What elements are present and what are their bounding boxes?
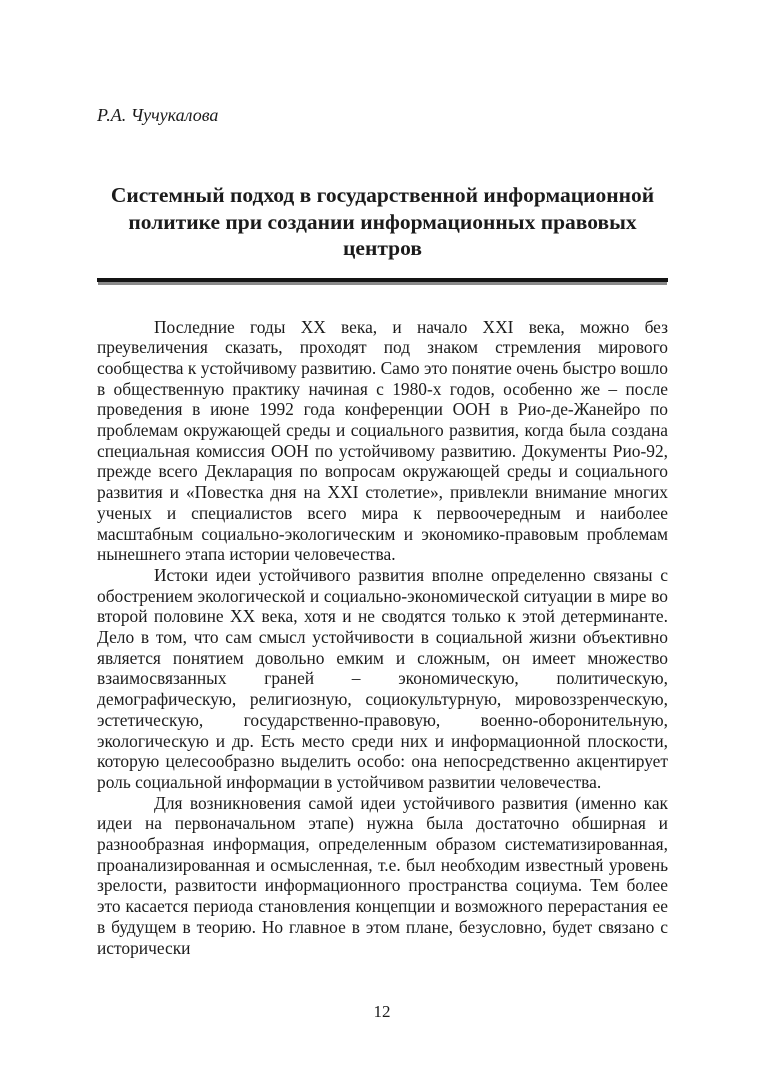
- title-divider-rule: [97, 278, 668, 285]
- body-paragraph-3: Для возникновения самой идеи устойчивого развития (именно как идеи на первоначальном этапе) нужна была достаточно обширная и разнообразная информация, определенным образом систематизированная, проанализированная и осмысленная, т.е. был необходим известный уровень зрелости, развитости информационного пространства социума. Тем более это касается периода становления концепции и возможного перерастания ее в будущем в теорию. Но главное в этом плане, безусловно, будет связано с исторически: [97, 792, 668, 958]
- rule-shadow: [98, 282, 667, 285]
- body-paragraph-1: Последние годы XX века, и начало XXI века, можно без преувеличения сказать, проходят под знаком стремления мирового сообщества к устойчивому развитию. Само это понятие очень быстро вошло в общественную практику начиная с 1980-х годов, особенно же – после проведения в июне 1992 года конференции ООН в Рио-де-Жанейро по проблемам окружающей среды и социального развития, когда была создана специальная комиссия ООН по устойчивому развитию. Документы Рио-92, прежде всего Декларация по вопросам окружающей среды и социального развития и «Повестка дня на XXI столетие», привлекли внимание многих ученых и специалистов всего мира к первоочередным и наиболее масштабным социально-экологическим и экономико-правовым проблемам нынешнего этапа истории человечества.: [97, 316, 668, 565]
- article-title: Системный подход в государственной информационной политике при создании информационных правовых центров: [110, 183, 655, 260]
- body-paragraph-2: Истоки идеи устойчивого развития вполне определенно связаны с обострением экологической и социально-экономической ситуации в мире во второй половине XX века, хотя и не сводятся только к этой детерминанте. Дело в том, что сам смысл устойчивости в социальной жизни объективно является понятием довольно емким и сложным, он имеет множество взаимосвязанных граней – экономическую, политическую, демографическую, религиозную, социокультурную, мировоззренческую, эстетическую, государственно-правовую, военно-оборонительную, экологическую и др. Есть место среди них и информационной плоскости, которую целесообразно выделить особо: она непосредственно акцентирует роль социальной информации в устойчивом развитии человечества.: [97, 564, 668, 792]
- article-body: [97, 317, 668, 959]
- page-content: [97, 0, 668, 958]
- author-name: Р.А. Чучукалова: [97, 105, 219, 125]
- page-number: 12: [373, 1002, 391, 1021]
